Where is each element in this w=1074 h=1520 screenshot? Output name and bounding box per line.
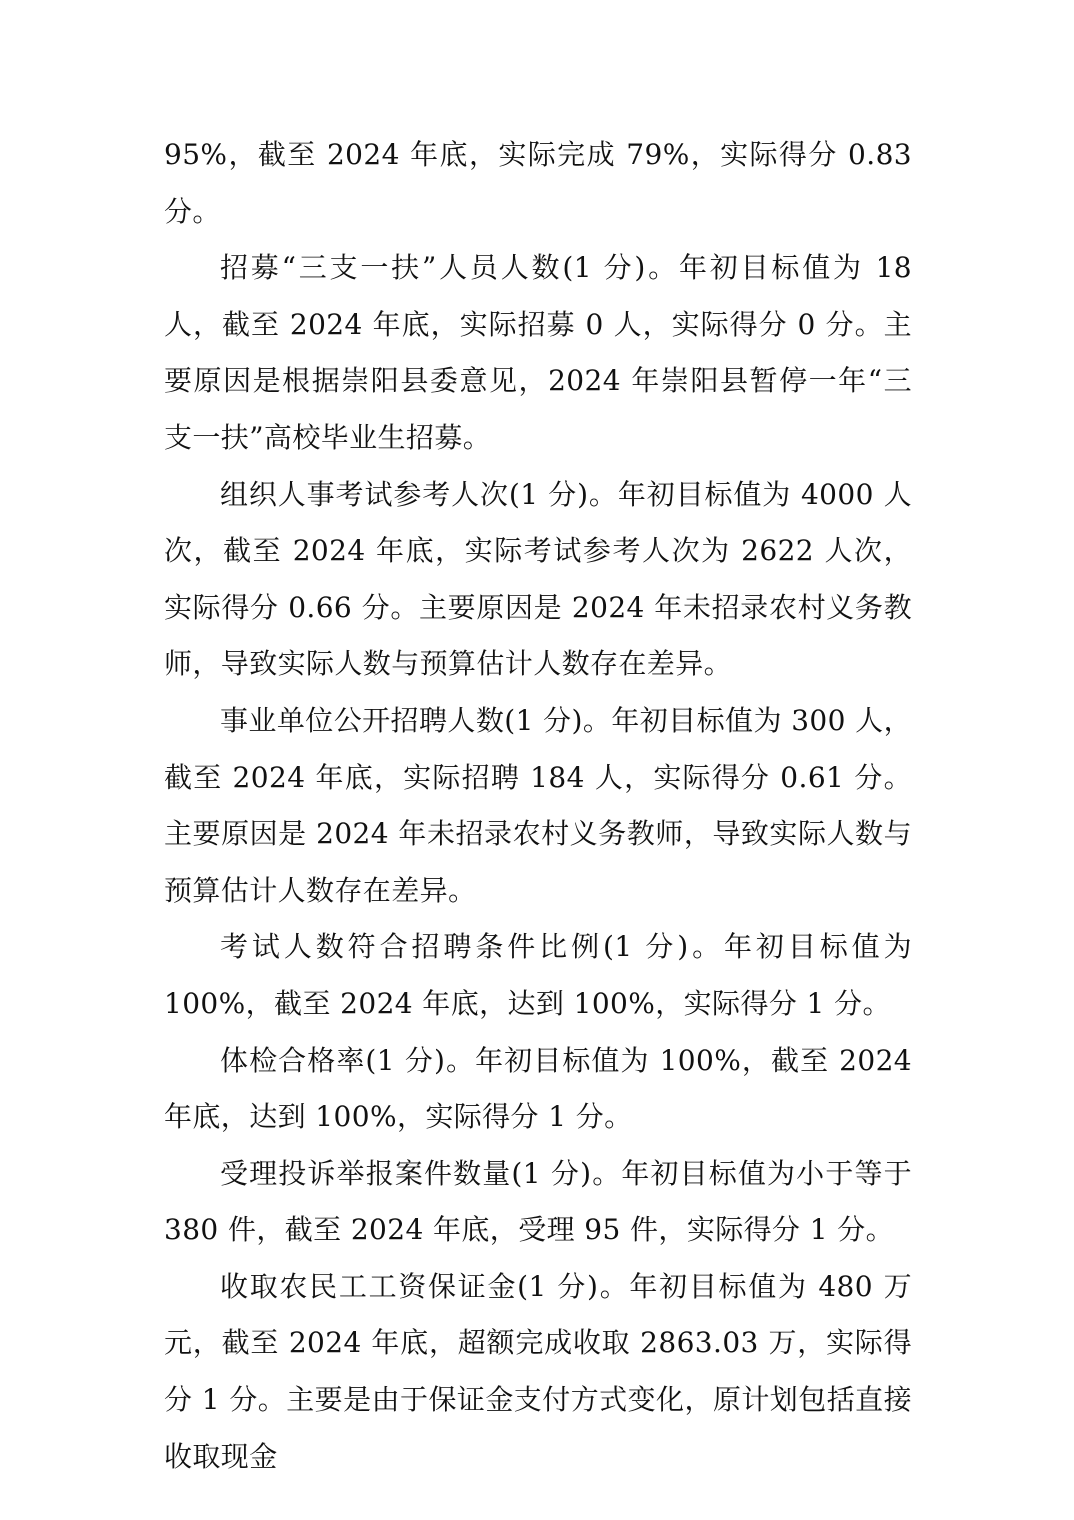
paragraph-public-recruitment: 事业单位公开招聘人数(1 分)。年初目标值为 300 人，截至 2024 年底，实际招聘 184 人，实际得分 0.61 分。主要原因是 2024 年未招录农村义务教师，导致实际人数与预算估计人数存在差异。 — [164, 703, 912, 907]
paragraph-physical-exam: 体检合格率(1 分)。年初目标值为 100%，截至 2024 年底，达到 100%，实际得分 1 分。 — [164, 1043, 912, 1134]
paragraph-eligibility-ratio: 考试人数符合招聘条件比例(1 分)。年初目标值为 100%，截至 2024 年底，达到 100%，实际得分 1 分。 — [164, 930, 912, 1020]
paragraph-complaints: 受理投诉举报案件数量(1 分)。年初目标值为小于等于 380 件，截至 2024 年底，受理 95 件，实际得分 1 分。 — [164, 1156, 912, 1247]
paragraph-continuation: 95%，截至 2024 年底，实际完成 79%，实际得分 0.83 分。 — [164, 138, 912, 228]
document-body — [164, 127, 912, 1485]
paragraph-sanzhiyifu: 招募“三支一扶”人员人数(1 分)。年初目标值为 18 人，截至 2024 年底，实际招募 0 人，实际得分 0 分。主要原因是根据崇阳县委意见，2024 年崇阳县暂停一年“三支一扶”高校毕业生招募。 — [164, 251, 912, 454]
paragraph-wage-deposit: 收取农民工工资保证金(1 分)。年初目标值为 480 万元，截至 2024 年底，超额完成收取 2863.03 万，实际得分 1 分。主要是由于保证金支付方式变化，原计划包括直接收取现金 — [164, 1269, 912, 1473]
paragraph-personnel-exam: 组织人事考试参考人次(1 分)。年初目标值为 4000 人次，截至 2024 年底，实际考试参考人次为 2622 人次，实际得分 0.66 分。主要原因是 2024 年未招录农村义务教师，导致实际人数与预算估计人数存在差异。 — [164, 477, 912, 681]
